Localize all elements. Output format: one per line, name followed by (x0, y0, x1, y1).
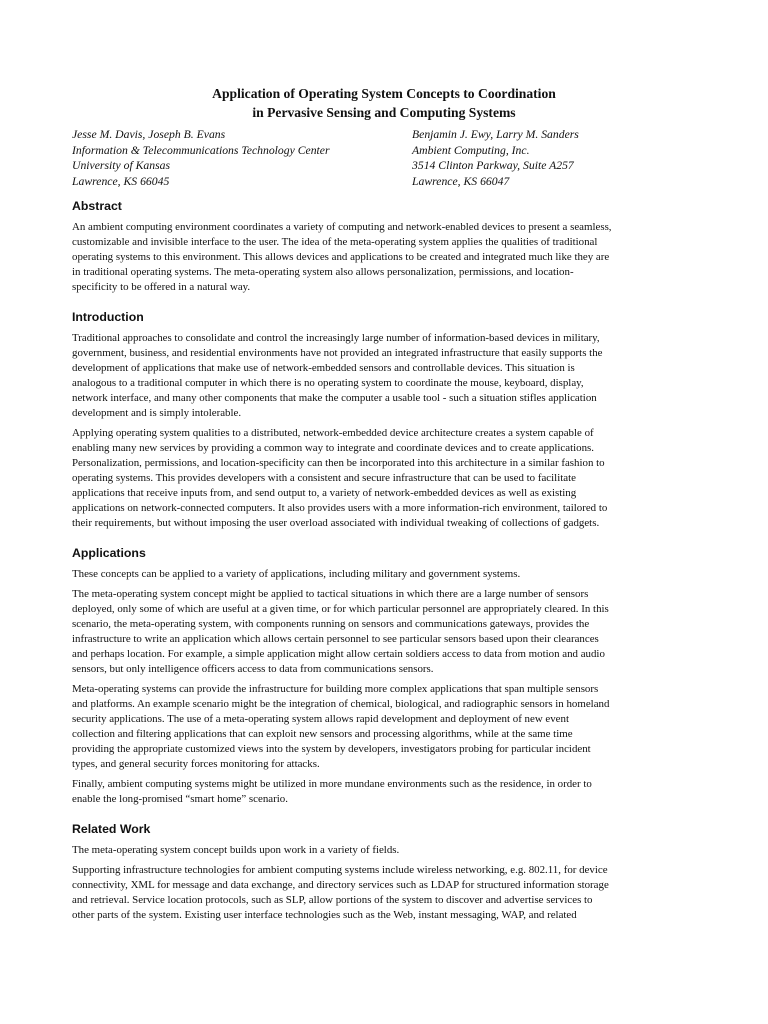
section-heading-related-work: Related Work (72, 822, 151, 836)
text-line: Supporting infrastructure technologies for ambient computing systems include wireless networking, e.g. 802.11, for device (72, 864, 608, 876)
text-line: their requirements, but without imposing the user overload associated with individual tweaking of collections of gadgets. (72, 517, 600, 529)
section-heading-applications: Applications (72, 546, 146, 560)
text-line: deployed, only some of which are useful at a given time, or for which particular personnel are appropriately cleared. In this (72, 603, 609, 615)
text-line: development and is simply intolerable. (72, 407, 242, 419)
author-line: 3514 Clinton Parkway, Suite A257 (412, 159, 574, 172)
text-line: An ambient computing environment coordinates a variety of computing and network-enabled devices to present a seamless, (72, 221, 612, 233)
text-line: collection and filtering applications that can exploit new sensors and processing algorithms, while at the same time (72, 728, 573, 740)
text-line: other parts of the system. Existing user interface technologies such as the Web, instant messaging, WAP, and related (72, 909, 577, 921)
text-line: and perhaps location. For example, a simple application might allow certain soldiers access to data from motion and audio (72, 648, 605, 660)
text-line: Personalization, permissions, and location-specificity can then be incorporated into this architecture in a similar fashion to (72, 457, 605, 469)
text-line: sensors, but only intelligence officers access to data from communications sensors. (72, 663, 434, 675)
author-line: Benjamin J. Ewy, Larry M. Sanders (412, 128, 579, 141)
text-line: analogous to a traditional computer in which there is no operating system to coordinate the mouse, keyboard, display, (72, 377, 584, 389)
title-line: in Pervasive Sensing and Computing Systems (252, 105, 516, 120)
text-line: Applying operating system qualities to a distributed, network-embedded device architecture creates a system capable of (72, 427, 594, 439)
related-work-paragraph (72, 863, 698, 923)
introduction-paragraph (72, 426, 698, 531)
author-line: Lawrence, KS 66047 (412, 174, 510, 188)
text-line: applications that receive inputs from, and send output to, a variety of network-embedded devices as well as existing (72, 487, 577, 499)
text-line: specificity to be offered in a natural way. (72, 281, 251, 293)
text-line: operating systems. This provides developers with a consistent and secure infrastructure that can be used to facilitate (72, 472, 576, 484)
text-line: operating systems to this environment. This allows devices and applications to be created and integrated much like they are (72, 251, 610, 263)
author-line: Jesse M. Davis, Joseph B. Evans (72, 128, 226, 141)
text-line: enable the long-promised “smart home” scenario. (72, 793, 288, 805)
text-line: Traditional approaches to consolidate and control the increasingly large number of information-based devices in military, (72, 332, 600, 344)
paper-title (72, 84, 696, 122)
text-line: and retrieval. Service location protocols, such as SLP, allow portions of the system to discover and advertise services to (72, 894, 593, 906)
text-line: and platforms. An example scenario might be the integration of chemical, biological, and radiographic sensors in homeland (72, 698, 610, 710)
applications-paragraph (72, 567, 698, 582)
text-line: Finally, ambient computing systems might be utilized in more mundane environments such as the residence, in order to (72, 778, 592, 790)
text-line: government, business, and residential environments have not provided an integrated infrastructure that easily supports the (72, 347, 603, 359)
text-line: Meta-operating systems can provide the infrastructure for building more complex applications that span multiple sensors (72, 683, 599, 695)
text-line: development of applications that make use of network-embedded sensors and controllable devices. This situation is (72, 362, 575, 374)
text-line: customizable and invisible interface to the user. The idea of the meta-operating system applies the qualities of traditional (72, 236, 598, 248)
abstract-paragraph (72, 220, 698, 295)
section-heading-introduction: Introduction (72, 310, 144, 324)
applications-paragraph (72, 587, 698, 677)
applications-paragraph (72, 777, 698, 807)
text-line: The meta-operating system concept builds upon work in a variety of fields. (72, 844, 400, 856)
author-line: Information & Telecommunications Technology Center (72, 143, 330, 157)
applications-paragraph (72, 682, 698, 772)
title-line: Application of Operating System Concepts to Coordination (212, 86, 556, 101)
author-line: University of Kansas (72, 159, 171, 172)
text-line: types, and general security forces monitoring for attacks. (72, 758, 320, 770)
related-work-paragraph (72, 843, 698, 858)
text-line: infrastructure to write an application which allows certain personnel to see particular sensors based upon their clearances (72, 633, 599, 645)
text-line: security applications. The use of a meta-operating system allows rapid development and deployment of new event (72, 713, 569, 725)
text-line: applications on network-connected computers. It also provides users with a more information-rich environment, tailored to (72, 502, 608, 514)
author-line: Lawrence, KS 66045 (72, 174, 170, 188)
text-line: The meta-operating system concept might be applied to tactical situations in which there are a large number of sensors (72, 588, 589, 600)
paper-body (72, 199, 698, 928)
author-affiliation-right (412, 127, 579, 189)
author-affiliation-left (72, 127, 330, 189)
text-line: providing the appropriate customized views into the system by developers, investigators probing for particular incident (72, 743, 591, 755)
text-line: connectivity, XML for message and data exchange, and directory services such as LDAP for structured information storage (72, 879, 609, 891)
text-line: in traditional operating systems. The meta-operating system also allows personalization, permissions, and location- (72, 266, 574, 278)
text-line: enabling many new services by providing a common way to integrate and coordinate devices and to create applications. (72, 442, 594, 454)
text-line: network interface, and many other components that make the computer a usable tool - such a situation stifles application (72, 392, 597, 404)
introduction-paragraph (72, 331, 698, 421)
text-line: These concepts can be applied to a variety of applications, including military and government systems. (72, 568, 521, 580)
section-heading-abstract: Abstract (72, 199, 122, 213)
author-line: Ambient Computing, Inc. (412, 143, 530, 157)
text-line: scenario, the meta-operating system, with components running on sensors and communications gateways, provides the (72, 618, 590, 630)
